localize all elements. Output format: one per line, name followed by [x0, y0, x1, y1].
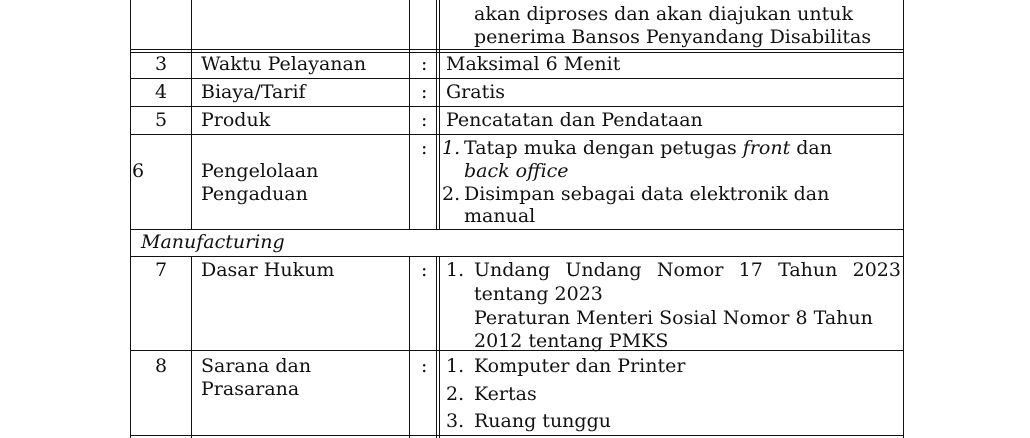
list-item-text: Kertas	[474, 383, 537, 405]
row-number: 6	[132, 160, 145, 182]
list-item-text-part: dan	[790, 137, 833, 159]
row-label: Produk	[201, 109, 271, 131]
column-divider	[409, 256, 410, 438]
list-number: 2.	[446, 383, 465, 405]
list-item-text: Undang Undang Nomor 17 Tahun 2023	[474, 259, 901, 281]
list-item-text: Ruang tunggu	[474, 410, 611, 432]
list-item-text: tentang 2023	[474, 283, 603, 305]
list-number: 1.	[446, 259, 465, 281]
row-number: 8	[155, 355, 168, 377]
list-number: 3.	[446, 410, 465, 432]
column-divider	[436, 256, 437, 438]
row-value: Maksimal 6 Menit	[446, 53, 621, 75]
row-colon: :	[421, 137, 428, 159]
row-colon: :	[421, 259, 428, 281]
row-divider	[130, 78, 904, 79]
list-item-text: manual	[464, 205, 536, 227]
continued-text-line: akan diproses dan akan diajukan untuk	[474, 3, 854, 25]
list-item-text-part: Tatap muka dengan petugas	[464, 137, 743, 159]
row-number: 4	[155, 81, 168, 103]
column-divider	[409, 0, 410, 229]
row-divider	[130, 106, 904, 107]
column-divider	[191, 256, 192, 438]
continued-text-line: penerima Bansos Penyandang Disabilitas	[474, 26, 872, 48]
row-divider	[130, 256, 904, 257]
row-label: Dasar Hukum	[201, 259, 335, 281]
row-value: Pencatatan dan Pendataan	[446, 109, 703, 131]
column-divider	[439, 0, 440, 229]
section-title: Manufacturing	[141, 231, 285, 253]
list-item-text	[464, 137, 832, 160]
list-item-text: 2012 tentang PMKS	[474, 330, 669, 352]
list-item-text: Disimpan sebagai data elektronik dan	[464, 183, 830, 205]
row-divider	[130, 229, 904, 230]
list-item-italic-line: back office	[464, 160, 569, 182]
row-colon: :	[421, 53, 428, 75]
list-number: 2.	[442, 183, 461, 205]
row-divider	[130, 435, 904, 436]
row-label-line: Sarana dan	[201, 355, 312, 377]
column-divider	[439, 256, 440, 438]
column-divider	[436, 0, 437, 229]
row-number: 3	[155, 53, 168, 75]
row-label: Biaya/Tarif	[201, 81, 306, 103]
table-border-left	[130, 0, 131, 438]
table-border-right	[903, 0, 904, 438]
list-item-text: Komputer dan Printer	[474, 355, 686, 377]
list-number: 1.	[446, 355, 465, 377]
row-value: Gratis	[446, 81, 506, 103]
row-divider	[130, 134, 904, 135]
column-divider	[191, 0, 192, 229]
list-item-italic-term: front	[742, 137, 791, 159]
list-number: 1.	[442, 137, 461, 159]
row-colon: :	[421, 355, 428, 377]
row-label: Waktu Pelayanan	[201, 53, 367, 75]
row-label-line: Pengelolaan	[201, 160, 319, 182]
row-label-line: Pengaduan	[201, 183, 308, 205]
row-colon: :	[421, 109, 428, 131]
row-number: 7	[155, 259, 168, 281]
row-label-line: Prasarana	[201, 378, 300, 400]
row-colon: :	[421, 81, 428, 103]
row-number: 5	[155, 109, 168, 131]
list-item-text: Peraturan Menteri Sosial Nomor 8 Tahun	[474, 307, 873, 329]
